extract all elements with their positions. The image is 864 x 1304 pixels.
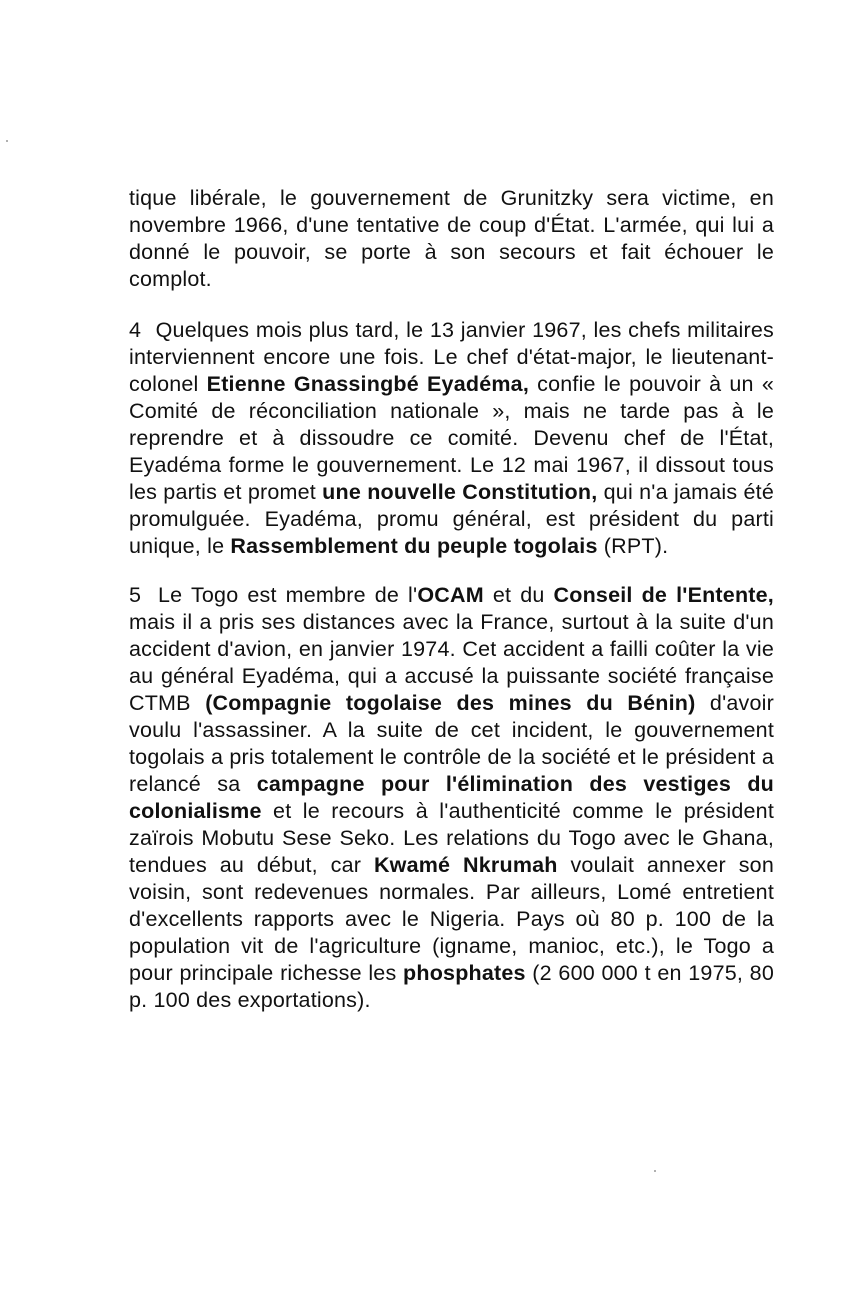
- scan-speck: [6, 140, 8, 142]
- paragraph-2: [129, 317, 774, 560]
- scan-speck: [654, 1170, 656, 1172]
- text-run: Le Togo est membre de l': [158, 583, 418, 607]
- bold-term: campagne pour l'élimination des vestiges du colonialisme: [129, 772, 774, 823]
- text-run: d'avoir voulu l'assassiner. A la suite de cet incident, le gouvernement togolais a pris totalement le contrôle de la société et le président a relancé sa: [129, 691, 774, 796]
- text-run: Quelques mois plus tard, le 13 janvier 1967, les chefs militaires interviennent encore une fois. Le chef d'état-major, le lieutenant-colonel: [129, 318, 774, 396]
- text-run: voulait annexer son voisin, sont redevenues normales. Par ailleurs, Lomé entretient d'excellents rapports avec le Nigeria. Pays où 80 p. 100 de la population vit de l'agriculture (igname, manioc, etc.), le Togo a pour principale richesse les: [129, 853, 774, 985]
- bold-term: (Compagnie togolaise des mines du Bénin): [205, 691, 696, 715]
- bold-term: Rassemblement du peuple togolais: [230, 534, 598, 558]
- text-run: qui n'a jamais été promulguée. Eyadéma, promu général, est président du parti unique, le: [129, 480, 775, 558]
- body-text: [129, 185, 774, 1036]
- text-run: confie le pouvoir à un « Comité de réconciliation nationale », mais ne tarde pas à le reprendre et à dissoudre ce comité. Devenu chef de l'État, Eyadéma forme le gouvernement. Le 12 mai 1967, il dissout tous les partis et promet: [129, 372, 774, 504]
- text-run: (2 600 000 t en 1975, 80 p. 100 des exportations).: [129, 961, 774, 1012]
- bold-term: Conseil de l'Entente,: [553, 583, 774, 607]
- bold-term: OCAM: [417, 583, 484, 607]
- paragraph-number: 5: [129, 583, 142, 607]
- bold-term: Kwamé Nkrumah: [373, 853, 558, 877]
- bold-term: Etienne Gnassingbé Eyadéma,: [206, 372, 530, 396]
- text-run: et du: [483, 583, 554, 607]
- bold-term: phosphates: [403, 961, 526, 985]
- text-run: (RPT).: [597, 534, 669, 558]
- bold-term: une nouvelle Constitution,: [322, 480, 598, 504]
- paragraph-3: [129, 582, 774, 1014]
- text-run: mais il a pris ses distances avec la France, surtout à la suite d'un accident d'avion, en janvier 1974. Cet accident a failli coûter la vie au général Eyadéma, qui a accusé la puissante société française CTMB: [129, 610, 774, 715]
- text-run: et le recours à l'authenticité comme le président zaïrois Mobutu Sese Seko. Les relations du Togo avec le Ghana, tendues au début, car: [129, 799, 774, 877]
- paragraph-1: [129, 185, 774, 293]
- paragraph-number: 4: [129, 318, 142, 342]
- text-run: tique libérale, le gouvernement de Grunitzky sera victime, en novembre 1966, d'une tentative de coup d'État. L'armée, qui lui a donné le pouvoir, se porte à son secours et fait échouer le complot.: [129, 186, 774, 291]
